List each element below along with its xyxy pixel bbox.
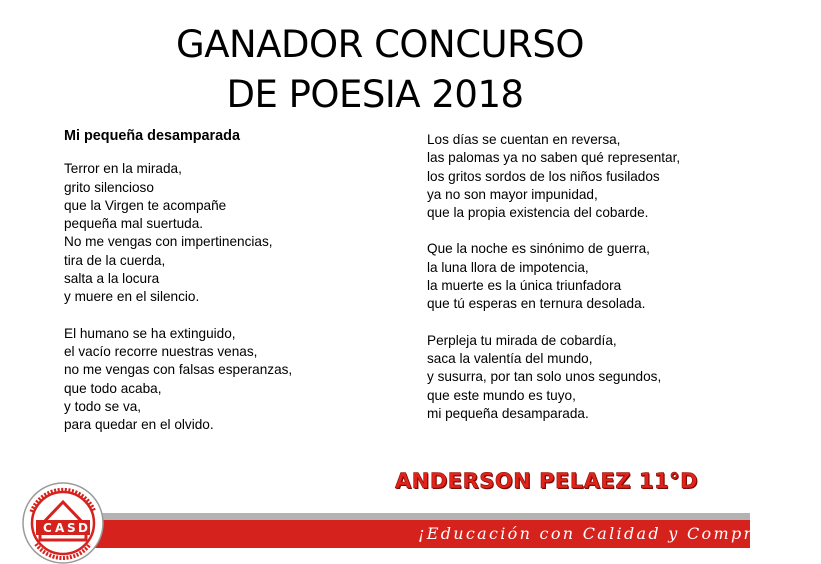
poem-line: salta a la locura [64, 271, 160, 287]
poem-line: No me vengas con impertinencias, [64, 234, 273, 250]
poem-line: y todo se va, [64, 398, 142, 414]
poem-column-1 [64, 127, 292, 452]
poem-stanza [64, 325, 292, 435]
poem-line: Que la noche es sinónimo de guerra, [427, 241, 650, 257]
poem-stanza [427, 240, 680, 313]
poem-line: que todo acaba, [64, 380, 162, 396]
poem-line: tira de la cuerda, [64, 252, 166, 268]
poem-line: que la Virgen te acompañe [64, 197, 227, 213]
footer-gray-band [80, 513, 750, 520]
poem-line: no me vengas con falsas esperanzas, [64, 362, 293, 378]
title-line-1: GANADOR CONCURSO [176, 23, 584, 66]
author-name: ANDERSON PELAEZ 11°D [395, 469, 699, 493]
poem-line: que tú esperas en ternura desolada. [427, 296, 646, 312]
poem-stanza [427, 131, 680, 222]
poem-line: para quedar en el olvido. [64, 417, 214, 433]
poem-stanza [64, 160, 292, 306]
page-title [0, 20, 750, 120]
poem-line: grito silencioso [64, 179, 154, 195]
poem-line: los gritos sordos de los niños fusilados [427, 168, 660, 184]
title-line-2: DE POESIA 2018 [226, 73, 524, 116]
poem-line: la muerte es la única triunfadora [427, 278, 622, 294]
logo-letter: C [43, 521, 52, 535]
poem-line: pequeña mal suertuda. [64, 216, 204, 232]
logo-letter: A [55, 521, 65, 535]
poem-line: la luna llora de impotencia, [427, 259, 589, 275]
school-logo [22, 482, 104, 564]
poem-line: Terror en la mirada, [64, 161, 182, 177]
poem-line: el vacío recorre nuestras venas, [64, 343, 258, 359]
poem-line: y susurra, por tan solo unos segundos, [427, 369, 662, 385]
poem-line: que la propia existencia del cobarde. [427, 205, 649, 221]
poem-line: ya no son mayor impunidad, [427, 186, 598, 202]
logo-letter: S [67, 521, 76, 535]
logo-letter: D [78, 521, 88, 535]
poem-title: Mi pequeña desamparada [64, 128, 240, 144]
poem-column-2 [427, 131, 680, 441]
poem-line: las palomas ya no saben qué representar, [427, 150, 681, 166]
poem-line: mi pequeña desamparada. [427, 405, 589, 421]
poem-stanza [427, 332, 680, 423]
poem-line: saca la valentía del mundo, [427, 350, 593, 366]
poem-line: El humano se ha extinguido, [64, 325, 236, 341]
poem-line: que este mundo es tuyo, [427, 387, 576, 403]
poem-line: Perpleja tu mirada de cobardía, [427, 332, 617, 348]
poem-line: Los días se cuentan en reversa, [427, 132, 621, 147]
poem-line: y muere en el silencio. [64, 289, 200, 305]
footer-slogan: ¡Educación con Calidad y Compromiso! [418, 524, 821, 543]
